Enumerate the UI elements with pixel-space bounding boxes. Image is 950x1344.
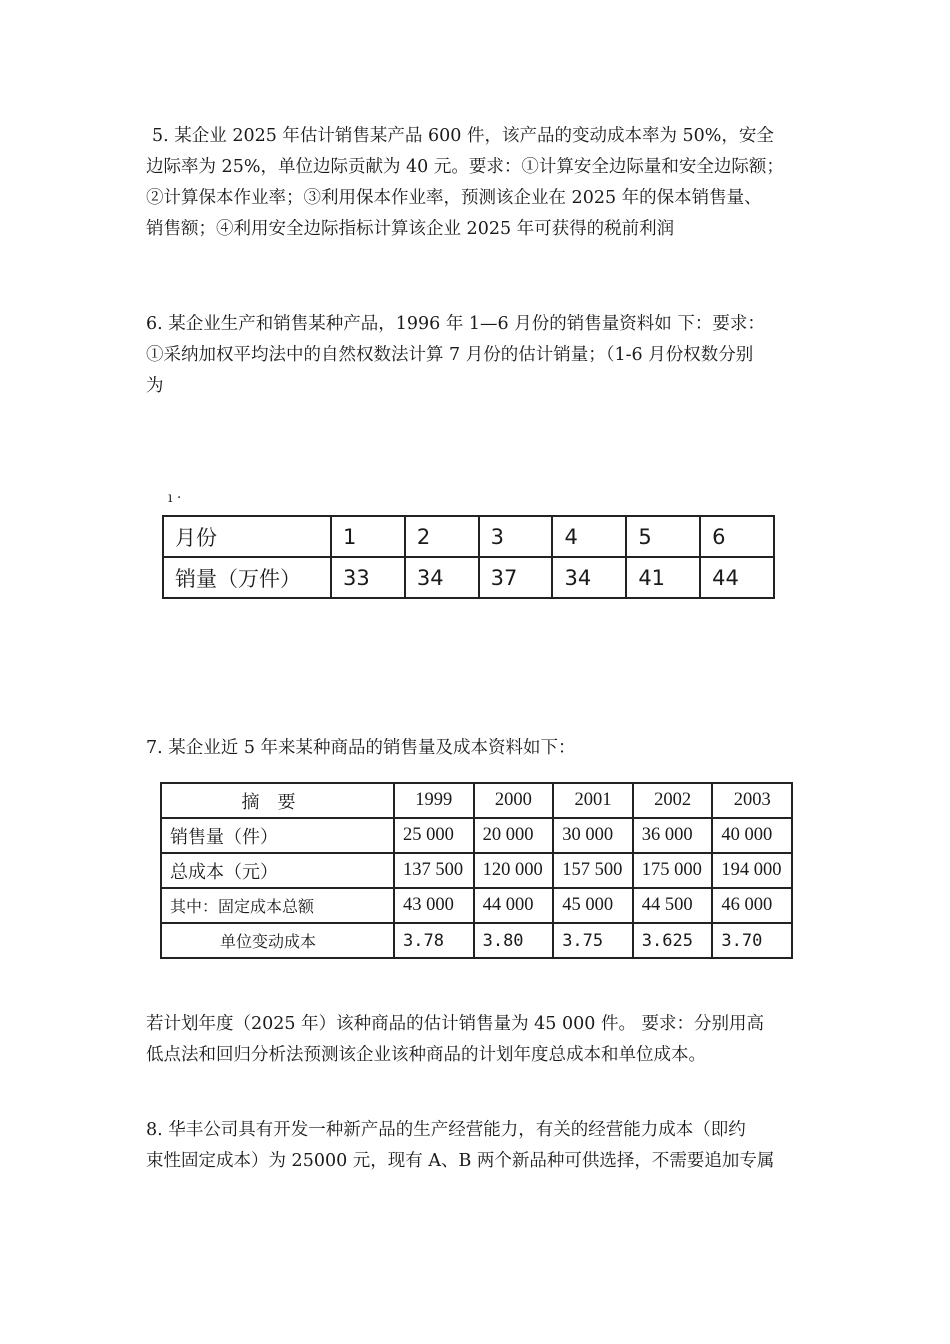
q6-line-2: ①采纳加权平均法中的自然权数法计算 7 月份的估计销量；（1-6 月份权数分别 bbox=[146, 345, 754, 365]
table-cell: 157 500 bbox=[553, 853, 633, 888]
table-cell: 30 000 bbox=[553, 818, 633, 853]
question-7-requirement bbox=[146, 1009, 814, 1071]
table-header-cell: 1999 bbox=[394, 783, 474, 818]
table-row bbox=[161, 923, 792, 958]
table-header-cell: 2003 bbox=[712, 783, 792, 818]
table-cell: 3 bbox=[479, 516, 553, 557]
q7-intro: 7. 某企业近 5 年来某种商品的销售量及成本资料如下： bbox=[146, 738, 576, 758]
table-header-cell: 2001 bbox=[553, 783, 633, 818]
q6-line-1: 6. 某企业生产和销售某种产品，1996 年 1—6 月份的销售量资料如 下：要求： bbox=[146, 314, 765, 334]
table-row-label: 单位变动成本 bbox=[161, 923, 394, 958]
table-header-cell: 摘要 bbox=[161, 783, 394, 818]
table-cell: 6 bbox=[700, 516, 774, 557]
table-cell: 45 000 bbox=[553, 888, 633, 923]
table-cell: 36 000 bbox=[633, 818, 713, 853]
table-row bbox=[161, 853, 792, 888]
table-cell: 34 bbox=[405, 557, 479, 598]
table-cell: 37 bbox=[479, 557, 553, 598]
table-cell: 3.78 bbox=[394, 923, 474, 958]
table-cell: 20 000 bbox=[474, 818, 554, 853]
table-cell: 120 000 bbox=[474, 853, 554, 888]
table-cell: 194 000 bbox=[712, 853, 792, 888]
question-8 bbox=[146, 1115, 814, 1177]
question-6 bbox=[146, 309, 814, 402]
q5-line-3: ②计算保本作业率；③利用保本作业率，预测该企业在 2025 年的保本销售量、 bbox=[146, 188, 762, 208]
question-7 bbox=[146, 733, 814, 764]
table-cell: 1 bbox=[331, 516, 405, 557]
table-cell: 5 bbox=[626, 516, 700, 557]
table-cell: 3.80 bbox=[474, 923, 554, 958]
monthly-sales-table bbox=[162, 515, 775, 599]
table-cell: 3.625 bbox=[633, 923, 713, 958]
table-cell: 34 bbox=[552, 557, 626, 598]
table-cell: 175 000 bbox=[633, 853, 713, 888]
table-row bbox=[161, 888, 792, 923]
table-cell: 44 500 bbox=[633, 888, 713, 923]
question-5 bbox=[146, 121, 814, 245]
table-cell: 44 bbox=[700, 557, 774, 598]
table-cell: 3.75 bbox=[553, 923, 633, 958]
table-row bbox=[161, 818, 792, 853]
table-row-label: 总成本（元） bbox=[161, 853, 394, 888]
q5-line-2: 边际率为 25%，单位边际贡献为 40 元。要求：①计算安全边际量和安全边际额； bbox=[146, 157, 784, 177]
table-cell: 3.70 bbox=[712, 923, 792, 958]
table-cell: 40 000 bbox=[712, 818, 792, 853]
table-header-cell: 2002 bbox=[633, 783, 713, 818]
table-cell: 33 bbox=[331, 557, 405, 598]
table-row-label: 其中：固定成本总额 bbox=[161, 888, 394, 923]
q8-line-1: 8. 华丰公司具有开发一种新产品的生产经营能力，有关的经营能力成本（即约 bbox=[146, 1120, 746, 1140]
table-row bbox=[161, 783, 792, 818]
table-cell: 44 000 bbox=[474, 888, 554, 923]
table-header-cell: 2000 bbox=[474, 783, 554, 818]
table-cell: 137 500 bbox=[394, 853, 474, 888]
table-cell: 2 bbox=[405, 516, 479, 557]
table-cell: 41 bbox=[626, 557, 700, 598]
stray-mark: ı · bbox=[168, 490, 182, 506]
q5-line-1: 5. 某企业 2025 年估计销售某产品 600 件，该产品的变动成本率为 50%，安全 bbox=[152, 126, 774, 146]
table-row bbox=[163, 516, 774, 557]
table-row-label: 销售量（件） bbox=[161, 818, 394, 853]
table-row-label: 销量（万件） bbox=[163, 557, 331, 598]
cost-history-table bbox=[160, 782, 793, 959]
table-cell: 46 000 bbox=[712, 888, 792, 923]
table-cell: 4 bbox=[552, 516, 626, 557]
table-header-cell: 月份 bbox=[163, 516, 331, 557]
q8-line-2: 束性固定成本）为 25000 元，现有 A、B 两个新品种可供选择，不需要追加专属 bbox=[146, 1151, 775, 1171]
table-row bbox=[163, 557, 774, 598]
q5-line-4: 销售额；④利用安全边际指标计算该企业 2025 年可获得的税前利润 bbox=[146, 219, 675, 239]
q7-note-line-2: 低点法和回归分析法预测该企业该种商品的计划年度总成本和单位成本。 bbox=[146, 1045, 706, 1065]
table-cell: 43 000 bbox=[394, 888, 474, 923]
table-cell: 25 000 bbox=[394, 818, 474, 853]
q7-note-line-1: 若计划年度（2025 年）该种商品的估计销售量为 45 000 件。 要求：分别用高 bbox=[146, 1014, 765, 1034]
q6-line-3: 为 bbox=[146, 376, 164, 396]
